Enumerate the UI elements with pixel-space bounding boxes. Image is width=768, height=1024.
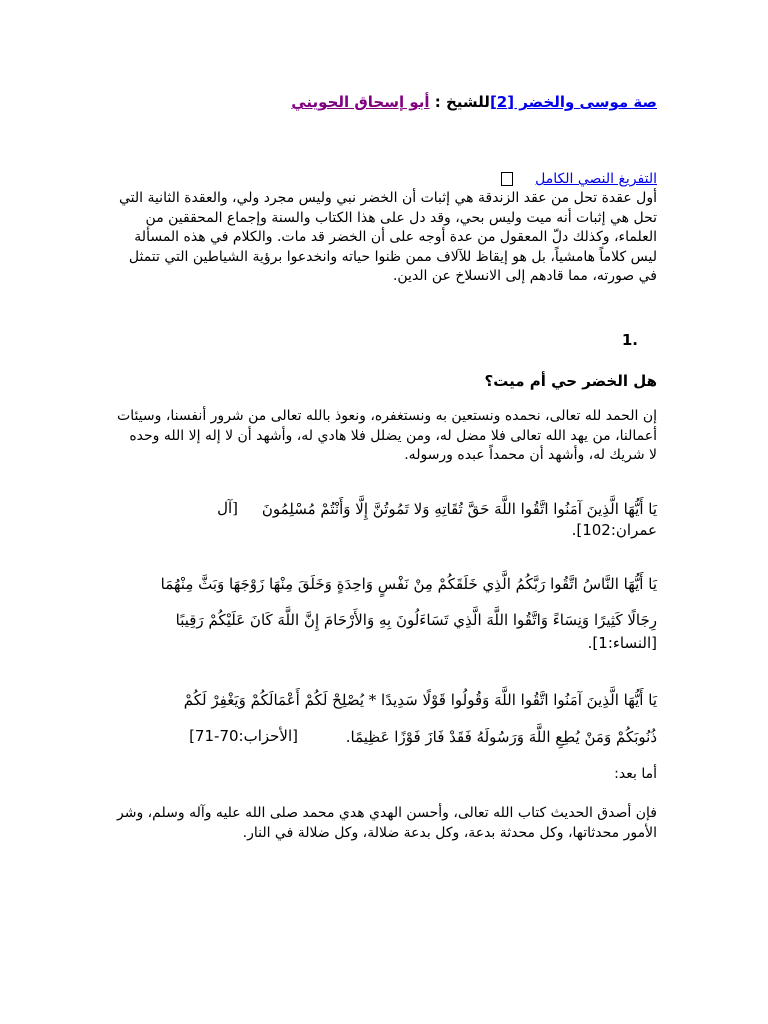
- ayah-1-ref-b: عمران:102].: [571, 521, 657, 539]
- intro-paragraph: أول عقدة تحل من عقد الزندقة هي إثبات أن الخضر نبي وليس مجرد ولي، والعقدة الثانية التي تحل هي إثبات أنه ميت وليس بحي، وقد دل على هذا الكتاب والسنة وإجماع المحققين من العلماء، وكذلك دلّ المعقول من عدة أوجه على أن الخضر قد مات. والكلام في هذه المسألة ليس كلاماً هامشياً، بل هو إيقاظ للآلاف ممن ظنوا حياته وانخدعوا برؤية الشياطين التي تتمثل في صورته، مما قادهم إلى الانسلاخ عن الدين.: [118, 190, 657, 284]
- ayah-2-line-1: يَا أَيُّهَا النَّاسُ اتَّقُوا رَبَّكُمُ الَّذِي خَلَقَكُمْ مِنْ نَفْسٍ وَاحِدَةٍ وَخَلَقَ مِنْهَا زَوْجَهَا وَبَثَّ مِنْهُمَا: [160, 575, 657, 593]
- ayah-2-line-2: رِجَالًا كَثِيرًا وَنِسَاءً وَاتَّقُوا اللَّهَ الَّذِي تَسَاءَلُونَ بِهِ وَالأَرْحَامَ إِنَّ اللَّهَ كَانَ عَلَيْكُمْ رَقِيبًا: [175, 611, 657, 629]
- ayah-3-line-2: ذُنُوبَكُمْ وَمَنْ يُطِعِ اللَّهَ وَرَسُولَهُ فَقَدْ فَازَ فَوْزًا عَظِيمًا.: [345, 728, 657, 746]
- transcript-link[interactable]: التفريغ النصي الكامل: [535, 171, 657, 187]
- ayah-2-ref: [النساء:1].: [587, 634, 657, 652]
- missing-glyph-icon: [501, 172, 513, 186]
- section-heading: هل الخضر حي أم ميت؟: [484, 372, 657, 390]
- ayah-3-ref: [الأحزاب:70-71]: [189, 727, 298, 745]
- title-separator: للشيخ :: [429, 93, 490, 111]
- author-link[interactable]: أبو إسحاق الحويني: [291, 93, 430, 111]
- ayah-3-line-1: يَا أَيُّهَا الَّذِينَ آمَنُوا اتَّقُوا اللَّهَ وَقُولُوا قَوْلًا سَدِيدًا * يُصْلِحْ لَكُمْ أَعْمَالَكُمْ وَيَغْفِرْ لَكُمْ: [183, 691, 657, 709]
- ayah-1-text: يَا أَيُّهَا الَّذِينَ آمَنُوا اتَّقُوا اللَّهَ حَقَّ تُقَاتِهِ وَلا تَمُوتُنَّ إِلَّا وَأَنْتُمْ مُسْلِمُونَ: [261, 500, 657, 518]
- section-number: 1.: [621, 331, 638, 349]
- title-link[interactable]: صة موسى والخضر [2]: [489, 93, 657, 111]
- opening-paragraph: إن الحمد لله تعالى، نحمده ونستعين به ونستغفره، ونعوذ بالله تعالى من شرور أنفسنا، وسيئات أعمالنا، من يهد الله تعالى فلا مضل له، ومن يضلل فلا هادي له، وأشهد أن لا إله إلا الله وحده لا شريك له، وأشهد أن محمداً عبده ورسوله.: [117, 408, 657, 463]
- page-title: [291, 93, 657, 111]
- closing-paragraph: فإن أصدق الحديث كتاب الله تعالى، وأحسن الهدي هدي محمد صلى الله عليه وآله وسلم، وشر الأمور محدثاتها، وكل محدثة بدعة، وكل بدعة ضلالة، وكل ضلالة في النار.: [116, 805, 657, 841]
- amma-baad: أما بعد:: [614, 766, 657, 782]
- ayah-1-ref-a: [آل: [217, 499, 238, 517]
- transcript-row: [501, 171, 657, 187]
